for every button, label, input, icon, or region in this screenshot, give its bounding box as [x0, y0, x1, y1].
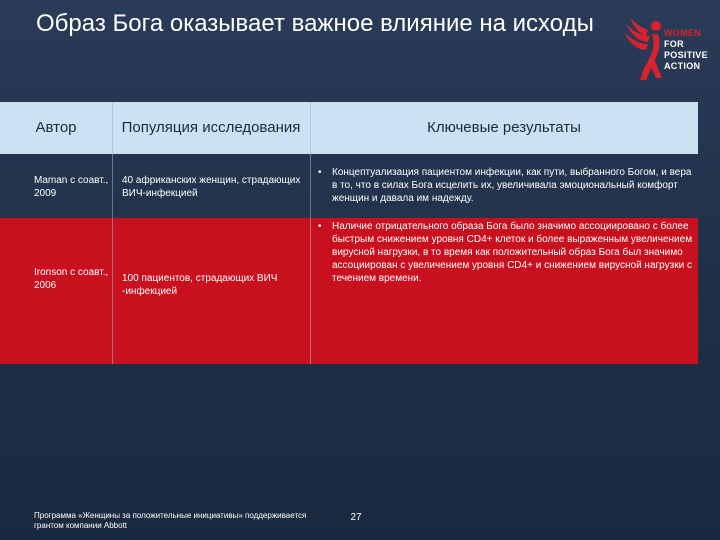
header-author: Автор — [35, 119, 77, 136]
result-text: Концептуализация пациентом инфекции, как пути, выбранного Богом, и вера в то, что в силах Бога исцелить их, увеличивала эмоциональный комфорт женщин и давала им надежду. — [332, 167, 692, 204]
table-row — [0, 218, 698, 364]
slide-title: Образ Бога оказывает важное влияние на исходы — [36, 10, 594, 37]
column-divider — [112, 102, 113, 364]
page-number: 27 — [350, 512, 362, 523]
cell-result — [318, 220, 698, 285]
bullet-icon: • — [318, 167, 322, 178]
bullet-icon: • — [318, 221, 322, 232]
cell-author: Maman с соавт., 2009 — [34, 175, 109, 199]
logo-line: FOR — [664, 39, 684, 49]
cell-author: Ironson с соавт., 2006 — [34, 267, 109, 291]
footer-text: Программа «Женщины за положительные инициативы» поддерживается грантом компании Abbott — [34, 511, 307, 530]
ribbon-figure-icon — [622, 14, 666, 84]
table-header-row — [0, 102, 698, 154]
logo-line: WOMEN — [664, 28, 701, 38]
column-divider — [310, 102, 311, 364]
header-results: Ключевые результаты — [427, 119, 581, 136]
cell-result — [318, 166, 692, 205]
cell-population: 100 пациентов, страдающих ВИЧ -инфекцией — [122, 273, 278, 297]
table-row — [0, 154, 698, 218]
logo-line: ACTION — [664, 61, 701, 71]
logo — [622, 14, 714, 84]
header-population: Популяция исследования — [121, 119, 301, 136]
result-text: Наличие отрицательного образа Бога было значимо ассоциировано с более быстрым снижением уровня CD4+ клеток и более выраженным увеличением вирусной нагрузки, в то время как положительный образ Бога был значимо ассоциирован с увеличением уровня CD4+ и снижением вирусной нагрузки с течением времени. — [332, 221, 693, 284]
logo-text — [664, 28, 708, 72]
cell-population: 40 африканских женщин, страдающих ВИЧ-инфекцией — [122, 175, 301, 199]
logo-line: POSITIVE — [664, 50, 708, 60]
